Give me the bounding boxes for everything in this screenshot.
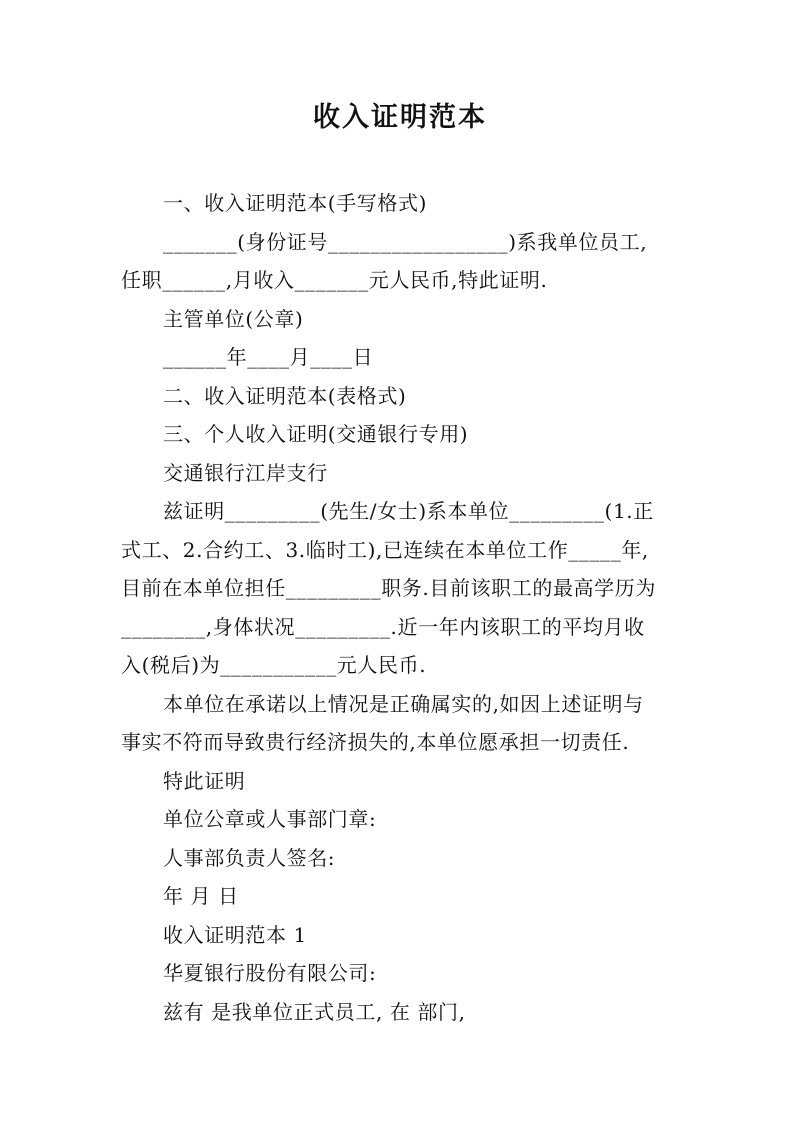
certification-line: 特此证明 xyxy=(163,768,246,793)
paragraph-line: 事实不符而导致贵行经济损失的,本单位愿承担一切责任. xyxy=(121,730,630,754)
date-line: 年 月 日 xyxy=(163,884,239,908)
paragraph-line: 兹有 是我单位正式员工, 在 部门, xyxy=(163,999,466,1024)
paragraph-line: _______(身份证号_________________)系我单位员工, xyxy=(163,229,648,254)
addressee-line: 华夏银行股份有限公司: xyxy=(163,961,377,985)
document-body xyxy=(121,184,691,1031)
paragraph-line: ________,身体状况_________.近一年内该职工的平均月收 xyxy=(121,614,645,639)
supervisor-seal-line: 主管单位(公章) xyxy=(163,306,304,331)
section-heading-handwritten: 一、收入证明范本(手写格式) xyxy=(163,191,428,215)
hr-signature-line: 人事部负责人签名: xyxy=(163,845,336,870)
section-heading-bocom: 三、个人收入证明(交通银行专用) xyxy=(163,422,469,446)
paragraph-line: 式工、2.合约工、3.临时工),已连续在本单位工作_____年, xyxy=(121,537,649,562)
paragraph-line: 本单位在承诺以上情况是正确属实的,如因上述证明与 xyxy=(163,691,644,716)
section-heading-table: 二、收入证明范本(表格式) xyxy=(163,383,407,408)
addressee-line: 交通银行江岸支行 xyxy=(163,460,328,485)
paragraph-line: 兹证明_________(先生/女士)系本单位_________(1.正 xyxy=(163,499,654,523)
paragraph-line: 任职______,月收入_______元人民币,特此证明. xyxy=(121,268,548,292)
paragraph-line: 入(税后)为___________元人民币. xyxy=(121,653,427,677)
date-line: ______年____月____日 xyxy=(163,345,374,369)
document-title: 收入证明范本 xyxy=(313,102,487,133)
company-seal-line: 单位公章或人事部门章: xyxy=(163,807,377,831)
section-heading-sample-1: 收入证明范本 1 xyxy=(163,922,307,947)
paragraph-line: 目前在本单位担任_________职务.目前该职工的最高学历为 xyxy=(121,576,656,600)
